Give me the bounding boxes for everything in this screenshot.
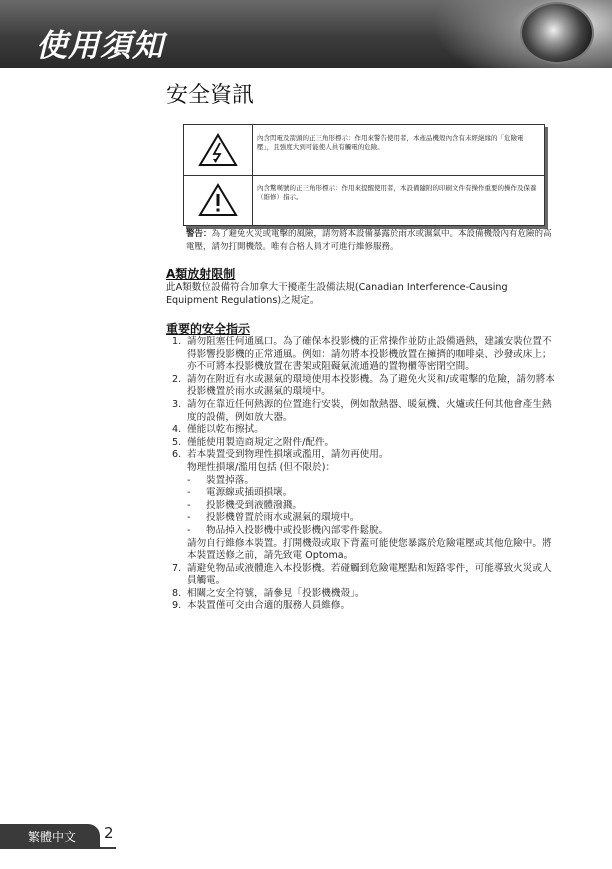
warning-row-lightning [184, 125, 544, 176]
damage-item: - 投影機受到液體潑濺。 [187, 499, 302, 511]
list-item: 4. 僅能以乾布擦拭。 [172, 424, 264, 436]
projector-lens-image [520, 2, 594, 64]
lightning-warning-icon [198, 133, 238, 167]
class-a-text: 此A類數位設備符合加拿大干擾產生設備法規(Canadian Interference-Causing Equipment Regulations)之規定。 [166, 282, 508, 306]
list-item: 2. 請勿在附近有水或濕氣的環境使用本投影機。為了避免火災和/或電擊的危險，請勿將本投影機置於雨水或濕氣的環境中。 [172, 373, 555, 398]
list-item: 8. 相關之安全符號，請參見「投影機機殼」。 [172, 587, 365, 599]
lightning-warning-text: 內含閃電及箭頭的正三角形標示：作用來警告使用者，本產品機殼內含有未經絕緣的「危險電壓」，且強度大到可能使人員有觸電的危險。 [257, 134, 524, 151]
list-item: 6. 若本裝置受到物理性損壞或濫用，請勿再使用。 [172, 449, 389, 461]
warning-icon-cell [184, 175, 253, 225]
list-item: 5. 僅能使用製造商規定之附件/配件。 [172, 436, 335, 448]
warning-note-label: 警告： [186, 229, 212, 239]
warning-note [186, 228, 556, 253]
warning-icon-cell [184, 125, 253, 175]
list-item: 3. 請勿在靠近任何熱源的位置進行安裝，例如散熱器、暖氣機、火爐或任何其他會產生熱度的設備，例如放大器。 [172, 398, 552, 423]
damage-item: - 電源線或插頭損壞。 [187, 487, 293, 499]
language-tab [0, 824, 100, 848]
damage-item: - 投影機曾置於雨水或濕氣的環境中。 [187, 512, 360, 524]
chapter-title: 使用須知 [36, 28, 164, 64]
instructions-heading: 重要的安全指示 [166, 322, 251, 336]
exclamation-warning-text: 內含驚嘆號的正三角形標示：作用來提醒使用者，本設備隨附的印刷文件有操作重要的操作及保養（維修）指示。 [257, 184, 537, 201]
exclamation-warning-icon [198, 183, 238, 217]
damage-item: - 裝置掉落。 [187, 474, 254, 486]
warning-row-exclamation [184, 175, 544, 225]
list-item: 1. 請勿阻塞任何通風口。為了確保本投影機的正常操作並防止設備過熱，建議安裝位置不得影響投影機的正常通風。例如：請勿將本投影機放置在擁擠的咖啡桌、沙發或床上；亦不可將本投影機放置在書架或阻礙氣流通過的置物櫃等密閉空間。 [172, 336, 552, 373]
section-title: 安全資訊 [166, 83, 255, 108]
list-item: 7. 請避免物品或液體進入本投影機。若碰觸到危險電壓點和短路零件，可能導致火災或人員觸電。 [172, 562, 552, 587]
warning-symbol-table [183, 124, 545, 226]
damage-outro: 請勿自行維修本裝置。打開機殼或取下背蓋可能使您暴露於危險電壓或其他危險中。將本裝置送修之前，請先致電 Optoma。 [187, 537, 552, 562]
damage-intro: 物理性損壞/濫用包括 (但不限於)： [187, 461, 336, 473]
damage-item: - 物品掉入投影機中或投影機內部零件鬆脫。 [187, 524, 389, 536]
warning-note-text: 為了避免火災或電擊的風險，請勿將本設備暴露於雨水或濕氣中。本設備機殼內有危險的高電壓，請勿打開機殼。唯有合格人員才可進行維修服務。 [186, 229, 552, 252]
footer-rule [0, 847, 116, 849]
instructions-list [172, 336, 558, 613]
class-a-heading: A類放射限制 [166, 267, 236, 281]
list-item: 9. 本裝置僅可交由合適的服務人員維修。 [172, 600, 351, 612]
header-banner [0, 0, 612, 68]
language-label: 繁體中文 [28, 830, 77, 844]
page-number: 2 [104, 824, 114, 842]
